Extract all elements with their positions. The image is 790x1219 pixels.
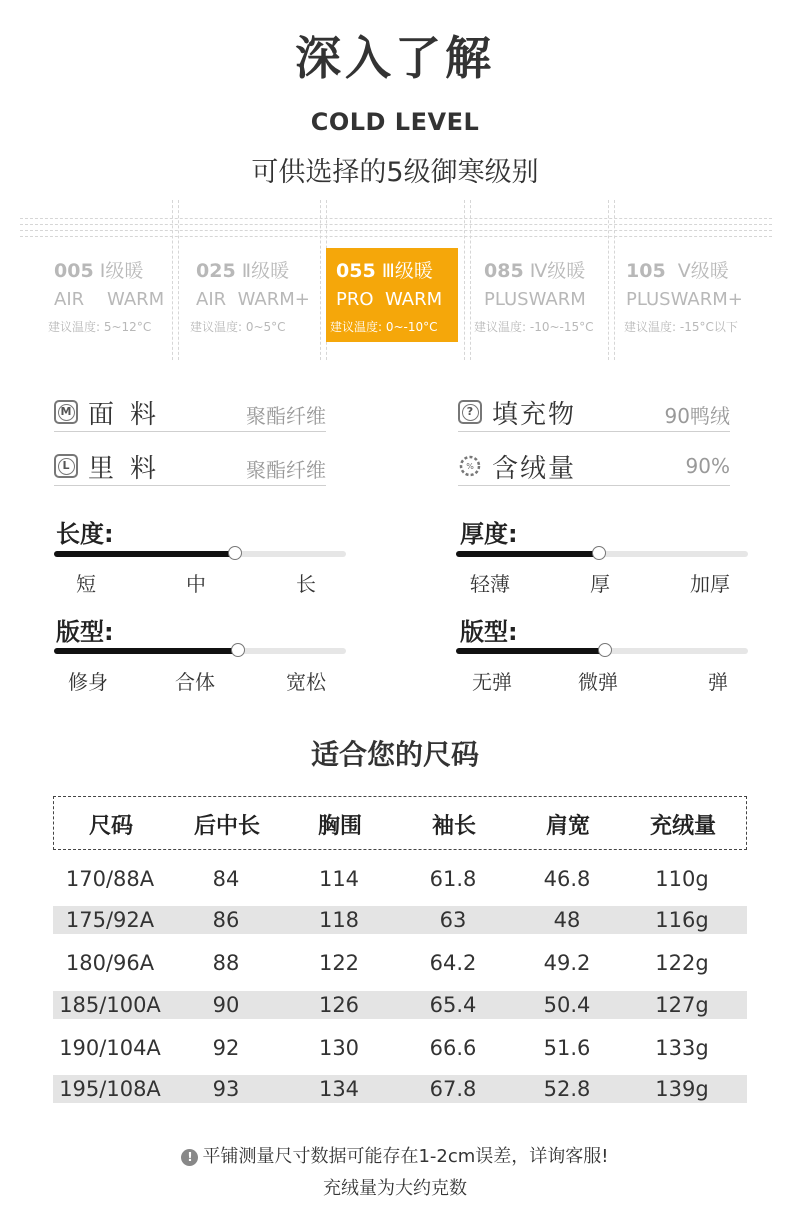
slider-tick-label: 无弹 bbox=[472, 670, 512, 694]
question-icon bbox=[458, 400, 482, 424]
size-table-title: 适合您的尺码 bbox=[310, 738, 479, 771]
slider-knob bbox=[228, 546, 242, 560]
slider-tick-label: 长 bbox=[296, 572, 316, 596]
exclamation-icon: ! bbox=[181, 1149, 198, 1166]
level-name-a: AIR bbox=[54, 289, 85, 310]
table-row bbox=[53, 906, 747, 934]
level-grade: Ⅰ级暖 bbox=[99, 260, 144, 282]
slider-fill bbox=[54, 551, 235, 557]
table-cell: 88 bbox=[212, 951, 240, 975]
table-cell: 185/100A bbox=[59, 993, 161, 1017]
level-name-b: WARM bbox=[107, 289, 165, 310]
level-code: 085 bbox=[484, 260, 524, 282]
slider-tick-label: 宽松 bbox=[286, 670, 326, 694]
table-row bbox=[53, 865, 747, 893]
divider bbox=[20, 236, 772, 237]
icon-letter: M bbox=[58, 404, 75, 421]
table-cell: 195/108A bbox=[59, 1077, 161, 1101]
cold-level-card-2 bbox=[186, 248, 318, 342]
material-value: 聚酯纤维 bbox=[246, 404, 326, 428]
slider-knob bbox=[231, 643, 245, 657]
material-down-content bbox=[458, 450, 730, 486]
material-label: 含绒量 bbox=[492, 454, 577, 484]
cold-level-strip bbox=[20, 200, 772, 360]
column-header: 后中长 bbox=[193, 814, 260, 839]
level-name-b: WARM+ bbox=[237, 289, 310, 310]
table-cell: 61.8 bbox=[429, 867, 477, 891]
material-value: 90% bbox=[685, 454, 730, 478]
table-cell: 49.2 bbox=[543, 951, 591, 975]
length-title: 长度: bbox=[56, 520, 114, 548]
divider bbox=[464, 200, 465, 360]
divider bbox=[470, 200, 471, 360]
cold-level-subtitle: 可供选择的5级御寒级别 bbox=[251, 157, 539, 188]
material-filling bbox=[458, 396, 730, 432]
column-header: 袖长 bbox=[431, 814, 476, 839]
table-cell: 110g bbox=[655, 867, 709, 891]
level-temperature: 建议温度: 0~-10°C bbox=[330, 320, 438, 334]
table-cell: 93 bbox=[212, 1077, 240, 1101]
icon-letter: L bbox=[58, 458, 75, 475]
material-value: 90鸭绒 bbox=[664, 404, 730, 428]
level-name bbox=[474, 289, 608, 310]
thickness-slider bbox=[456, 551, 748, 557]
table-row bbox=[53, 1034, 747, 1062]
level-grade: Ⅳ级暖 bbox=[529, 260, 586, 282]
table-cell: 66.6 bbox=[429, 1036, 477, 1060]
level-grade: Ⅱ级暖 bbox=[241, 260, 290, 282]
table-cell: 48 bbox=[553, 908, 581, 932]
slider-tick-label: 合体 bbox=[175, 670, 215, 694]
percent-dial-icon bbox=[458, 454, 482, 478]
page-title: 深入了解 bbox=[295, 31, 495, 85]
table-cell: 116g bbox=[655, 908, 709, 932]
column-header: 充绒量 bbox=[649, 814, 716, 839]
cold-level-card-5 bbox=[616, 248, 768, 342]
slider-tick-label: 微弹 bbox=[578, 670, 618, 694]
divider bbox=[608, 200, 609, 360]
level-code: 005 bbox=[54, 260, 94, 282]
table-cell: 126 bbox=[318, 993, 360, 1017]
level-name-b: WARM bbox=[528, 289, 586, 310]
divider bbox=[20, 218, 772, 219]
slider-tick-label: 短 bbox=[76, 572, 96, 596]
level-code: 025 bbox=[196, 260, 236, 282]
down-weight-note: 充绒量为大约克数 bbox=[323, 1178, 467, 1199]
note-text: 平铺测量尺寸数据可能存在1-2cm误差，详询客服! bbox=[202, 1146, 609, 1167]
table-cell: 65.4 bbox=[429, 993, 477, 1017]
level-name bbox=[326, 289, 458, 310]
column-header: 肩宽 bbox=[545, 814, 590, 839]
fabric-l-icon bbox=[54, 454, 78, 478]
level-grade: Ⅴ级暖 bbox=[677, 260, 729, 282]
table-cell: 84 bbox=[212, 867, 240, 891]
table-cell: 92 bbox=[212, 1036, 240, 1060]
level-temperature: 建议温度: 0~5°C bbox=[190, 320, 286, 334]
level-temperature: 建议温度: -15°C以下 bbox=[624, 320, 738, 334]
fit-slider bbox=[54, 648, 346, 654]
table-cell: 46.8 bbox=[543, 867, 591, 891]
level-name-a: AIR bbox=[196, 289, 227, 310]
divider bbox=[20, 230, 772, 231]
table-cell: 190/104A bbox=[59, 1036, 161, 1060]
divider bbox=[172, 200, 173, 360]
level-code: 105 bbox=[626, 260, 666, 282]
table-cell: 134 bbox=[318, 1077, 360, 1101]
slider-tick-label: 修身 bbox=[68, 670, 108, 694]
divider bbox=[320, 200, 321, 360]
table-row bbox=[53, 1075, 747, 1103]
fabric-m-icon bbox=[54, 400, 78, 424]
table-cell: 175/92A bbox=[65, 908, 155, 932]
cold-level-card-4 bbox=[474, 248, 608, 342]
table-cell: 133g bbox=[655, 1036, 709, 1060]
material-fabric bbox=[54, 396, 326, 432]
slider-fill bbox=[456, 648, 605, 654]
slider-tick-label: 加厚 bbox=[690, 572, 730, 596]
measurement-note bbox=[0, 1142, 790, 1168]
slider-tick-label: 弹 bbox=[708, 670, 728, 694]
slider-tick-label: 厚 bbox=[590, 572, 610, 596]
level-title bbox=[186, 256, 318, 283]
level-temperature: 建议温度: -10~-15°C bbox=[474, 320, 594, 334]
level-name bbox=[44, 289, 168, 310]
level-grade: Ⅲ级暖 bbox=[381, 260, 433, 282]
cold-level-heading: COLD LEVEL bbox=[310, 108, 480, 136]
elasticity-slider bbox=[456, 648, 748, 654]
elasticity-title: 版型: bbox=[460, 618, 518, 646]
table-cell: 122 bbox=[318, 951, 360, 975]
table-cell: 114 bbox=[318, 867, 360, 891]
divider bbox=[614, 200, 615, 360]
material-label: 面料 bbox=[88, 400, 173, 430]
table-cell: 51.6 bbox=[543, 1036, 591, 1060]
length-slider bbox=[54, 551, 346, 557]
table-row bbox=[53, 949, 747, 977]
table-cell: 118 bbox=[318, 908, 360, 932]
material-lining bbox=[54, 450, 326, 486]
divider bbox=[178, 200, 179, 360]
icon-letter: % bbox=[466, 462, 474, 471]
cold-level-card-1 bbox=[44, 248, 168, 342]
level-name-a: PLUS bbox=[626, 289, 671, 310]
level-name-a: PLUS bbox=[484, 289, 529, 310]
level-title bbox=[474, 256, 608, 283]
material-value: 聚酯纤维 bbox=[246, 458, 326, 482]
level-code: 055 bbox=[336, 260, 376, 282]
slider-tick-label: 轻薄 bbox=[470, 572, 510, 596]
table-cell: 50.4 bbox=[543, 993, 591, 1017]
table-cell: 170/88A bbox=[65, 867, 155, 891]
table-row bbox=[53, 991, 747, 1019]
table-cell: 67.8 bbox=[429, 1077, 477, 1101]
level-name-b: WARM+ bbox=[670, 289, 743, 310]
level-name-a: PRO bbox=[336, 289, 374, 310]
column-header: 尺码 bbox=[88, 814, 133, 839]
table-cell: 86 bbox=[212, 908, 240, 932]
table-cell: 180/96A bbox=[65, 951, 155, 975]
level-name-b: WARM bbox=[384, 289, 443, 310]
table-cell: 122g bbox=[655, 951, 709, 975]
table-cell: 63 bbox=[439, 908, 467, 932]
cold-level-card-3-selected bbox=[326, 248, 458, 342]
table-cell: 139g bbox=[655, 1077, 709, 1101]
level-name bbox=[616, 289, 768, 310]
size-table-header bbox=[53, 796, 747, 850]
level-title bbox=[44, 256, 168, 283]
table-cell: 130 bbox=[318, 1036, 360, 1060]
table-cell: 64.2 bbox=[429, 951, 477, 975]
divider bbox=[20, 224, 772, 225]
icon-letter: ? bbox=[462, 404, 479, 421]
table-cell: 52.8 bbox=[543, 1077, 591, 1101]
material-label: 填充物 bbox=[492, 400, 577, 430]
thickness-title: 厚度: bbox=[460, 520, 518, 548]
level-title bbox=[326, 256, 458, 283]
column-header: 胸围 bbox=[317, 814, 362, 839]
level-name bbox=[186, 289, 318, 310]
level-temperature: 建议温度: 5~12°C bbox=[48, 320, 152, 334]
material-label: 里料 bbox=[88, 454, 173, 484]
slider-knob bbox=[592, 546, 606, 560]
slider-knob bbox=[598, 643, 612, 657]
level-title bbox=[616, 256, 768, 283]
slider-fill bbox=[54, 648, 238, 654]
fit-title: 版型: bbox=[56, 618, 114, 646]
slider-tick-label: 中 bbox=[186, 572, 206, 596]
table-cell: 127g bbox=[655, 993, 709, 1017]
slider-fill bbox=[456, 551, 599, 557]
table-cell: 90 bbox=[212, 993, 240, 1017]
